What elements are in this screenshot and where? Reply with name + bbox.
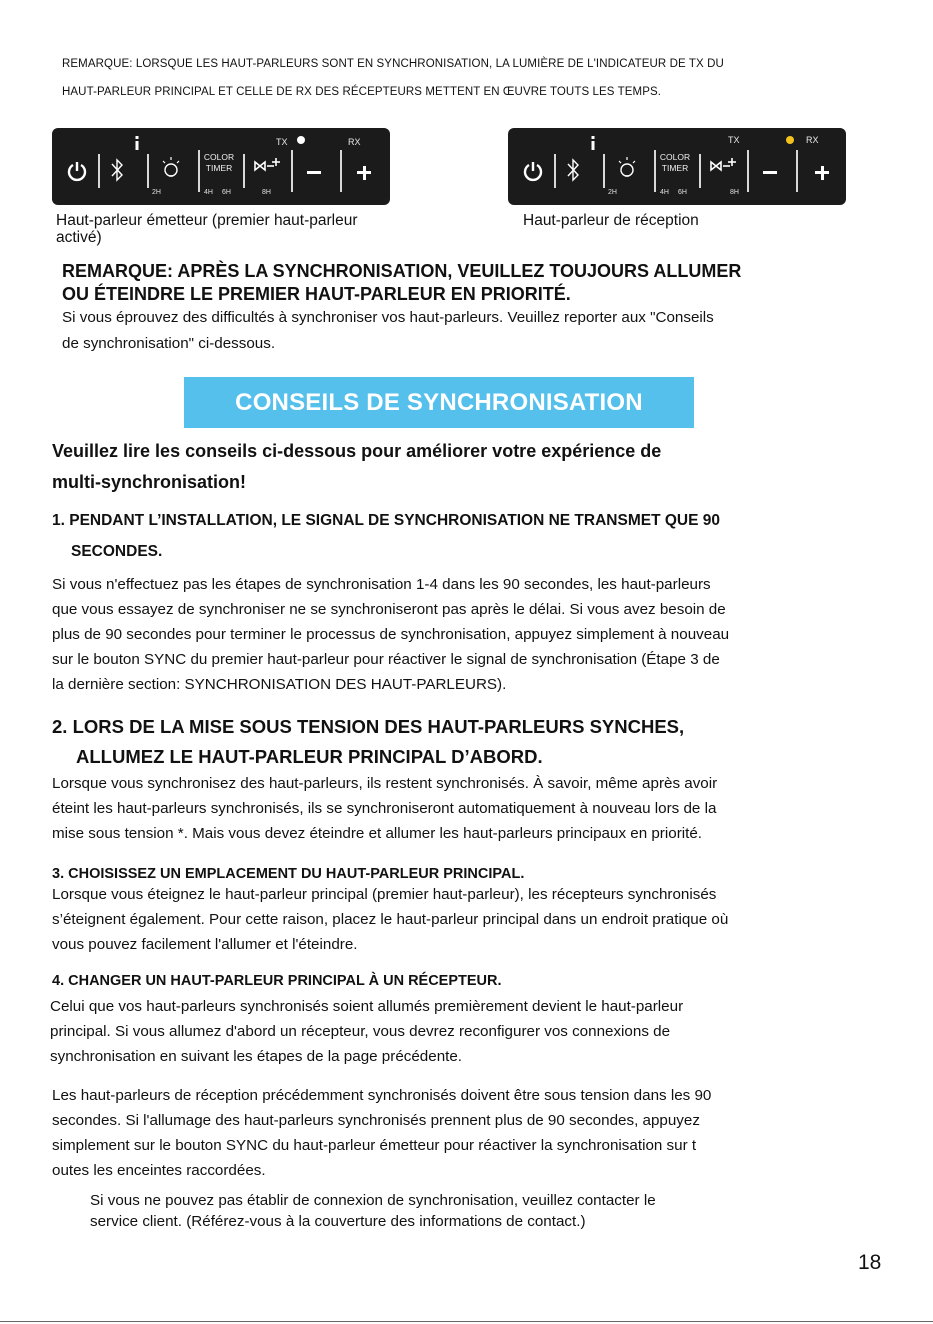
timer-6h-label: 6H	[222, 189, 231, 196]
intro-line-2: multi-synchronisation!	[52, 472, 247, 492]
power-icon	[67, 160, 87, 182]
section-1-line: que vous essayez de synchroniser ne se synchroniseront pas après le délai. Si vous avez besoin de	[52, 601, 726, 618]
section-4-line: Celui que vos haut-parleurs synchronisés soient allumés premièrement devient le haut-parleur	[50, 998, 684, 1015]
section-3-heading: 3. CHOISISSEZ UN EMPLACEMENT DU HAUT-PARLEUR PRINCIPAL.	[52, 866, 525, 882]
timer-2h-label: 2H	[152, 189, 161, 196]
section-4-line: synchronisation en suivant les étapes de la page précédente.	[50, 1048, 463, 1065]
volume-down-button	[307, 171, 321, 174]
rx-indicator-dot	[786, 136, 794, 144]
section-1-line: Si vous n'effectuez pas les étapes de synchronisation 1-4 dans les 90 secondes, les haut-parleurs	[52, 576, 711, 593]
section-4-paragraph-3	[90, 1190, 656, 1232]
transmitter-caption-line-2: activé)	[56, 229, 102, 246]
timer-label: TIMER	[205, 163, 233, 173]
intro-line-1: Veuillez lire les conseils ci-dessous pour améliorer votre expérience de	[52, 441, 662, 461]
section-2-heading-line-1: 2. LORS DE LA MISE SOUS TENSION DES HAUT-PARLEURS SYNCHES,	[52, 716, 685, 737]
section-4-paragraph-2	[52, 1083, 711, 1183]
section-4-line: simplement sur le bouton SYNC du haut-parleur émetteur pour réactiver la synchronisation sur t	[52, 1137, 697, 1154]
rx-label: RX	[348, 137, 361, 147]
section-4-line: principal. Si vous allumez d'abord un récepteur, vous devrez reconfigurer vos connexions de	[50, 1023, 671, 1040]
separator	[98, 154, 100, 188]
separator	[291, 150, 293, 192]
section-1-heading-line-1: 1. PENDANT L’INSTALLATION, LE SIGNAL DE SYNCHRONISATION NE TRANSMET QUE 90	[52, 512, 720, 529]
separator	[340, 150, 342, 192]
section-4-paragraph-1	[50, 994, 683, 1069]
section-1-line: plus de 90 secondes pour terminer le processus de synchronisation, appuyez simplement à nouveau	[52, 626, 730, 643]
power-icon	[523, 160, 543, 182]
sync-remark-body-line-1: Si vous éprouvez des difficultés à synchroniser vos haut-parleurs. Veuillez reporter aux "Conseils	[62, 309, 714, 326]
section-1-line: la dernière section: SYNCHRONISATION DES HAUT-PARLEURS).	[52, 676, 507, 693]
tx-label: TX	[728, 135, 740, 145]
section-1-heading-line-2: SECONDES.	[71, 543, 163, 560]
timer-8h-label: 8H	[262, 189, 271, 196]
bluetooth-icon	[109, 155, 125, 185]
timer-4h-label: 4H	[660, 189, 669, 196]
tx-label: TX	[276, 137, 288, 147]
section-4-line: secondes. Si l'allumage des haut-parleurs synchronisés prennent plus de 90 secondes, appuyez	[52, 1112, 700, 1129]
sync-mark-icon	[590, 136, 596, 150]
sync-remark-heading-line-2: OU ÉTEINDRE LE PREMIER HAUT-PARLEUR EN PRIORITÉ.	[62, 284, 571, 304]
section-2-paragraph	[52, 771, 717, 846]
timer-4h-label: 4H	[204, 189, 213, 196]
sync-remark-body-line-2: de synchronisation" ci-dessous.	[62, 335, 276, 352]
timer-6h-label: 6H	[678, 189, 687, 196]
top-note-line-1: REMARQUE: LORSQUE LES HAUT-PARLEURS SONT EN SYNCHRONISATION, LA LUMIÈRE DE L'INDICATEUR DE TX DU	[62, 58, 724, 70]
section-4-line: Si vous ne pouvez pas établir de connexion de synchronisation, veuillez contacter le	[90, 1192, 656, 1209]
light-bulb-icon	[160, 155, 182, 181]
separator	[699, 154, 701, 188]
timer-label: TIMER	[661, 163, 689, 173]
separator	[603, 154, 605, 188]
page-number: 18	[858, 1251, 882, 1274]
section-2-line: éteint les haut-parleurs synchronisés, ils se synchroniseront automatiquement à nouveau lors de la	[52, 800, 717, 817]
separator	[796, 150, 798, 192]
separator	[554, 154, 556, 188]
timer-2h-label: 2H	[608, 189, 617, 196]
transmitter-caption-line-1: Haut-parleur émetteur (premier haut-parleur	[56, 212, 358, 229]
separator	[243, 154, 245, 188]
light-bulb-icon	[616, 155, 638, 181]
section-3-line: s’éteignent également. Pour cette raison, placez le haut-parleur principal dans un endroit pratique où	[52, 911, 729, 928]
link-speaker-icon	[252, 154, 284, 178]
volume-down-button	[763, 171, 777, 174]
separator	[147, 154, 149, 188]
receiver-control-panel	[508, 128, 846, 205]
link-speaker-icon	[708, 154, 740, 178]
color-label: COLOR	[203, 152, 235, 162]
color-label: COLOR	[659, 152, 691, 162]
sync-mark-icon	[134, 136, 140, 150]
section-2-heading-line-2: ALLUMEZ LE HAUT-PARLEUR PRINCIPAL D’ABORD.	[76, 746, 543, 767]
section-3-line: Lorsque vous éteignez le haut-parleur principal (premier haut-parleur), les récepteurs synchronisés	[52, 886, 717, 903]
section-2-line: Lorsque vous synchronisez des haut-parleurs, ils restent synchronisés. À savoir, même après avoir	[52, 775, 718, 792]
section-3-paragraph	[52, 882, 728, 957]
section-4-heading: 4. CHANGER UN HAUT-PARLEUR PRINCIPAL À UN RÉCEPTEUR.	[52, 973, 502, 989]
bluetooth-icon	[565, 155, 581, 185]
section-1-line: sur le bouton SYNC du premier haut-parleur pour réactiver le signal de synchronisation (Étape 3 de	[52, 651, 720, 668]
rx-label: RX	[806, 135, 819, 145]
timer-8h-label: 8H	[730, 189, 739, 196]
bottom-rule	[0, 1321, 933, 1322]
transmitter-control-panel	[52, 128, 390, 205]
separator	[747, 150, 749, 192]
volume-up-button-vertical	[821, 166, 824, 180]
sync-remark-heading-line-1: REMARQUE: APRÈS LA SYNCHRONISATION, VEUILLEZ TOUJOURS ALLUMER	[62, 261, 742, 281]
volume-up-button-vertical	[363, 166, 366, 180]
receiver-caption: Haut-parleur de réception	[523, 212, 699, 229]
section-banner: CONSEILS DE SYNCHRONISATION	[184, 377, 694, 428]
section-2-line: mise sous tension *. Mais vous devez éteindre et allumer les haut-parleurs principaux en priorité.	[52, 825, 703, 842]
section-3-line: vous pouvez facilement l'allumer et l'éteindre.	[52, 936, 358, 953]
tx-indicator-dot	[297, 136, 305, 144]
section-4-line: Les haut-parleurs de réception précédemment synchronisés doivent être sous tension dans les 90	[52, 1087, 712, 1104]
top-note-line-2: HAUT-PARLEUR PRINCIPAL ET CELLE DE RX DES RÉCEPTEURS METTENT EN ŒUVRE TOUTS LES TEMPS.	[62, 86, 662, 98]
section-1-paragraph	[52, 572, 729, 697]
section-4-line: service client. (Référez-vous à la couverture des informations de contact.)	[90, 1213, 586, 1230]
section-4-line: outes les enceintes raccordées.	[52, 1162, 266, 1179]
